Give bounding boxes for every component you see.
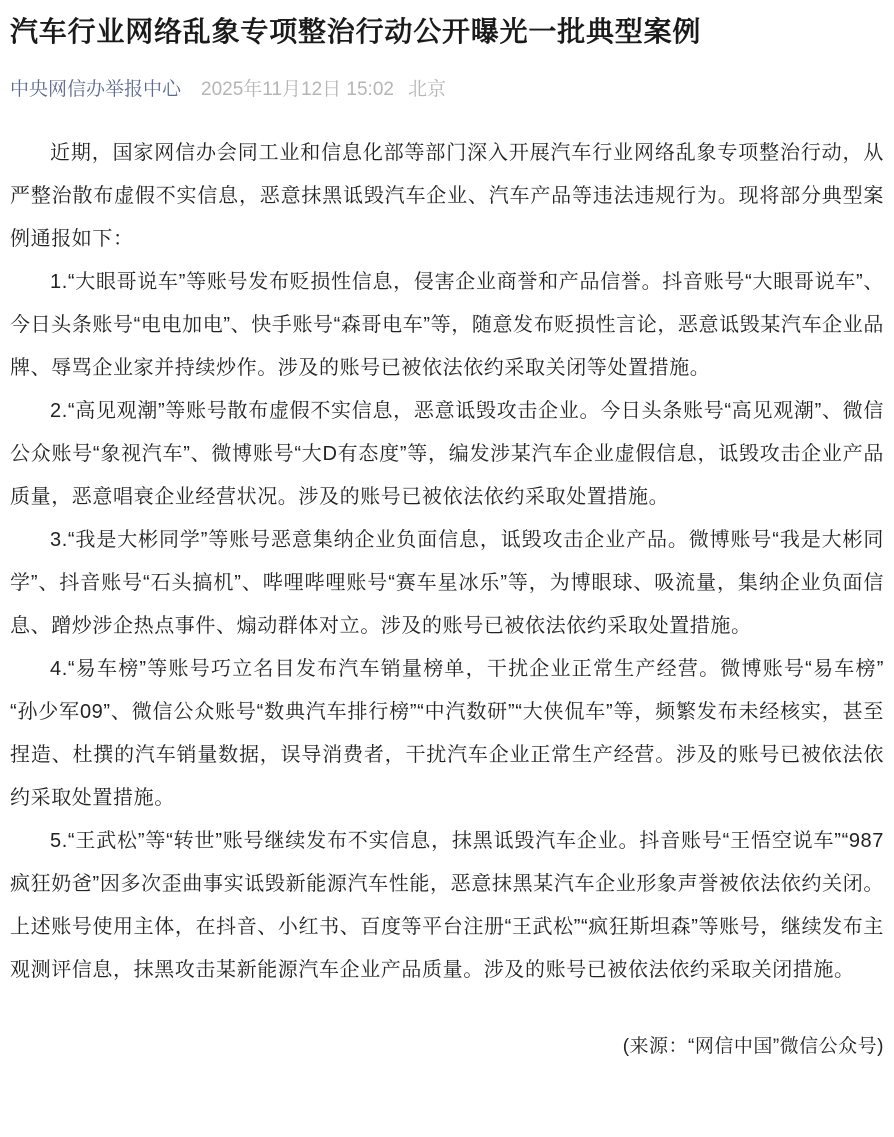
article-paragraph-case3: 3.“我是大彬同学”等账号恶意集纳企业负面信息，诋毁攻击企业产品。微博账号“我是大彬同学”、抖音账号“石头搞机”、哔哩哔哩账号“赛车星冰乐”等，为博眼球、吸流量，集纳企业负面信息、蹭炒涉企热点事件、煽动群体对立。涉及的账号已被依法依约采取处置措施。	[10, 529, 884, 637]
author-link[interactable]: 中央网信办举报中心	[10, 79, 182, 100]
article-paragraph-case4: 4.“易车榜”等账号巧立名目发布汽车销量榜单，干扰企业正常生产经营。微博账号“易车榜”“孙少军09”、微信公众账号“数典汽车排行榜”“中汽数研”“大侠侃车”等，频繁发布未经核实，甚至捏造、杜撰的汽车销量数据，误导消费者，干扰汽车企业正常生产经营。涉及的账号已被依法依约采取处置措施。	[10, 658, 884, 809]
article-body	[10, 132, 884, 992]
byline	[10, 77, 884, 102]
article-title: 汽车行业网络乱象专项整治行动公开曝光一批典型案例	[10, 16, 702, 47]
article-paragraph-case2: 2.“高见观潮”等账号散布虚假不实信息，恶意诋毁攻击企业。今日头条账号“高见观潮”、微信公众账号“象视汽车”、微博账号“大D有态度”等，编发涉某汽车企业虚假信息，诋毁攻击企业产品质量，恶意唱衰企业经营状况。涉及的账号已被依法依约采取处置措施。	[10, 400, 884, 508]
source-note: (来源：“网信中国”微信公众号)	[622, 1036, 884, 1057]
article-paragraph-intro: 近期，国家网信办会同工业和信息化部等部门深入开展汽车行业网络乱象专项整治行动，从严整治散布虚假不实信息，恶意抹黑诋毁汽车企业、汽车产品等违法违规行为。现将部分典型案例通报如下：	[10, 142, 884, 250]
publish-location: 北京	[407, 79, 446, 100]
article-paragraph-case5: 5.“王武松”等“转世”账号继续发布不实信息，抹黑诋毁汽车企业。抖音账号“王悟空说车”“987疯狂奶爸”因多次歪曲事实诋毁新能源汽车性能，恶意抹黑某汽车企业形象声誉被依法依约关闭。上述账号使用主体，在抖音、小红书、百度等平台注册“王武松”“疯狂斯坦森”等账号，继续发布主观测评信息，抹黑攻击某新能源汽车企业产品质量。涉及的账号已被依法依约采取关闭措施。	[10, 830, 884, 981]
article-paragraph-case1: 1.“大眼哥说车”等账号发布贬损性信息，侵害企业商誉和产品信誉。抖音账号“大眼哥说车”、今日头条账号“电电加电”、快手账号“森哥电车”等，随意发布贬损性言论，恶意诋毁某汽车企业品牌、辱骂企业家并持续炒作。涉及的账号已被依法依约采取关闭等处置措施。	[10, 271, 884, 379]
publish-datetime: 2025年11月12日 15:02	[201, 79, 394, 100]
